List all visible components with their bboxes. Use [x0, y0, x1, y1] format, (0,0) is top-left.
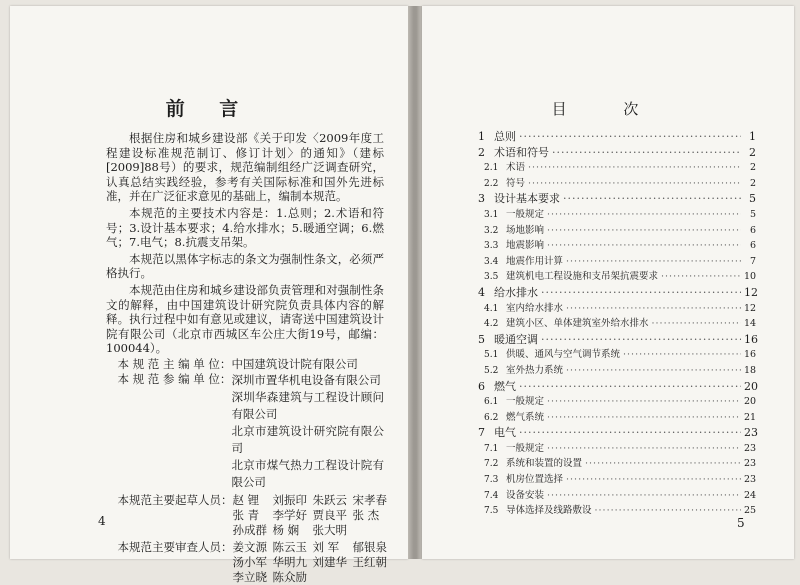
- toc-entry-number: 7: [478, 426, 485, 440]
- chief-unit-row: [106, 357, 384, 372]
- drafter-name: 赵 锂: [232, 492, 260, 507]
- toc-leader-dots: [566, 303, 741, 314]
- drafter-name: 刘振印: [272, 492, 307, 507]
- toc-entry: [478, 128, 756, 144]
- participant-units-label: 本 规 范 参 编 单 位：: [117, 371, 232, 386]
- reviewer-name: 刘建华: [312, 554, 347, 569]
- drafter-name: 张 杰: [352, 507, 380, 522]
- toc-leader-dots: [566, 365, 741, 376]
- toc-title: 目 次: [551, 100, 665, 118]
- toc-entry-number: 7.1: [484, 443, 499, 454]
- toc-leader-dots: [623, 349, 741, 360]
- toc-leader-dots: [566, 256, 741, 267]
- toc-leader-dots: [547, 240, 741, 251]
- preface-title: 前 言: [165, 98, 253, 120]
- toc-leader-dots: [528, 162, 741, 173]
- toc-entry-page: 2: [749, 145, 756, 159]
- toc-leader-dots: [547, 443, 741, 454]
- toc-entry-number: 2: [478, 145, 485, 159]
- toc-entry-title: 燃气: [494, 379, 516, 393]
- toc-entry-title: 系统和装置的设置: [506, 458, 583, 470]
- editing-units: [106, 357, 384, 491]
- toc-entry-page: 16: [744, 349, 757, 361]
- toc-leader-dots: [595, 505, 741, 516]
- toc-entry-title: 暖通空调: [494, 332, 538, 346]
- drafter-name: 朱跃云: [312, 492, 347, 507]
- toc-leader-dots: [519, 130, 741, 143]
- toc-entry-title: 地震影响: [506, 240, 545, 252]
- toc-entry-page: 20: [744, 379, 758, 393]
- toc-entry-number: 7.3: [484, 475, 499, 486]
- toc-entry-title: 燃气系统: [506, 411, 545, 423]
- toc-entry-title: 地震作用计算: [506, 255, 564, 267]
- reviewer-name: 刘 军: [312, 539, 340, 554]
- toc-entry: [478, 284, 756, 300]
- toc-entry-number: 7.2: [484, 459, 499, 470]
- participant-units-row: [106, 372, 384, 491]
- drafter-name: 贾良平: [312, 507, 347, 522]
- toc-entry: [478, 362, 756, 378]
- toc-entry-number: 2.2: [484, 178, 499, 189]
- toc-entry-page: 24: [744, 489, 757, 501]
- participant-units-list: [231, 372, 384, 491]
- toc-entry-page: 25: [744, 505, 757, 517]
- preface-paragraph: 本规范以黑体字标志的条文为强制性条文，必须严格执行。: [106, 251, 384, 281]
- reviewer-name: 李立晓: [232, 569, 267, 584]
- toc-leader-dots: [547, 412, 741, 423]
- reviewer-name: [313, 570, 353, 585]
- toc-entry: [478, 502, 756, 518]
- toc-entry-title: 符号: [506, 177, 526, 189]
- drafter-name: 孙成群: [232, 522, 267, 537]
- toc-leader-dots: [652, 318, 741, 329]
- toc-entry-number: 4.2: [484, 319, 499, 330]
- participant-unit: 深圳华森建筑与工程设计顾问有限公司: [231, 389, 384, 421]
- reviewers-list: [233, 540, 393, 585]
- toc-entry-title: 机房位置选择: [506, 474, 564, 486]
- toc-entry-title: 供暖、通风与空气调节系统: [506, 349, 621, 361]
- toc-entry-number: 6.2: [484, 412, 499, 423]
- toc-entry-title: 术语: [506, 162, 526, 174]
- toc-entry-page: 5: [749, 208, 756, 220]
- toc-leader-dots: [547, 490, 741, 501]
- toc-entry-number: 7.4: [484, 490, 499, 501]
- chief-unit: 中国建筑设计院有限公司: [231, 356, 358, 371]
- toc-entry-page: 6: [749, 240, 756, 252]
- toc-entry-page: 2: [749, 162, 756, 174]
- toc-leader-dots: [566, 474, 741, 485]
- toc-entry-number: 1: [478, 130, 485, 143]
- reviewers-label: 本规范主要审查人员：: [117, 539, 233, 554]
- toc-entry: [478, 222, 756, 238]
- toc-entry-title: 设备安装: [506, 489, 545, 501]
- preface-page: [10, 6, 408, 584]
- toc-entry-page: 12: [744, 285, 758, 299]
- toc-leader-dots: [585, 458, 741, 469]
- drafter-name: 张大明: [312, 522, 347, 537]
- toc-entry: [478, 206, 756, 222]
- toc-entry: [478, 393, 756, 409]
- drafters-label: 本规范主要起草人员：: [117, 492, 233, 507]
- toc-entry-title: 设计基本要求: [494, 192, 560, 206]
- toc-entry-number: 3.3: [484, 241, 499, 252]
- toc-entry-number: 5.1: [484, 350, 499, 361]
- reviewer-name: 华明九: [272, 554, 307, 569]
- toc-entry: [478, 144, 756, 160]
- toc-entry-page: 10: [744, 271, 757, 283]
- toc-leader-dots: [519, 426, 741, 439]
- reviewer-name: 王红朝: [352, 554, 387, 569]
- toc-entry-number: 5: [478, 332, 485, 346]
- reviewer-name: 汤小军: [232, 554, 267, 569]
- toc-entry: [478, 190, 756, 206]
- toc-entry-page: 23: [744, 442, 757, 454]
- toc-entry-number: 3.5: [484, 272, 499, 283]
- toc-entry-number: 7.5: [484, 506, 499, 517]
- toc-entry-page: 20: [744, 396, 757, 408]
- toc-entry-page: 12: [744, 302, 757, 314]
- toc-entry: [478, 159, 756, 175]
- toc-entry-title: 导体选择及线路敷设: [506, 505, 592, 517]
- drafter-name: 杨 娴: [272, 522, 300, 537]
- toc-entry-number: 3: [478, 192, 485, 206]
- toc-entry-number: 3.1: [484, 209, 499, 220]
- reviewer-name: 姜文源: [232, 539, 267, 554]
- drafter-name: 张 青: [232, 507, 260, 522]
- toc-entry-title: 建筑小区、单体建筑室外给水排水: [506, 318, 649, 330]
- drafter-name: [353, 523, 393, 538]
- page-number: 5: [737, 516, 745, 530]
- drafter-name: 宋孝春: [352, 492, 387, 507]
- toc-entry-page: 6: [749, 224, 756, 236]
- toc-entry-page: 5: [749, 192, 756, 206]
- toc-leader-dots: [547, 225, 741, 236]
- reviewer-name: 郁银泉: [352, 539, 387, 554]
- toc-leader-dots: [547, 396, 741, 407]
- toc-leader-dots: [528, 178, 741, 189]
- toc-entry-page: 23: [744, 458, 757, 470]
- toc-entry-page: 18: [744, 364, 757, 376]
- toc-entry-title: 场地影响: [506, 224, 545, 236]
- preface-body: [106, 131, 387, 585]
- toc-entry: [478, 331, 756, 347]
- toc-entry-page: 7: [749, 255, 756, 267]
- toc-entry-title: 给水排水: [494, 285, 538, 299]
- drafters-list: [233, 493, 393, 538]
- toc-leader-dots: [661, 271, 741, 282]
- toc-entry-number: 5.2: [484, 365, 499, 376]
- toc-entry: [478, 409, 756, 425]
- toc-entry: [478, 487, 756, 503]
- preface-paragraph: 本规范的主要技术内容是：1.总则；2.术语和符号；3.设计基本要求；4.给水排水；5.暖通空调；6.燃气；7.电气；8.抗震支吊架。: [106, 205, 384, 250]
- toc-entry: [478, 455, 756, 471]
- reviewers-row: [106, 539, 387, 585]
- participant-unit: 深圳市置华机电设备有限公司: [231, 372, 381, 387]
- page-number: 4: [98, 514, 106, 528]
- toc-entry-title: 总则: [494, 130, 516, 143]
- toc-entry: [478, 471, 756, 487]
- toc-entry-title: 室外热力系统: [506, 364, 564, 376]
- preface-paragraph: 根据住房和城乡建设部《关于印发〈2009年度工程建设标准规范制订、修订计划〉的通知》（建标[2009]88号）的要求，规范编制组经广泛调查研究，认真总结实践经验，参考有关国际标准和国外先进标准，并在广泛征求意见的基础上，编制本规范。: [106, 131, 384, 204]
- book-gutter: [408, 6, 422, 559]
- toc-leader-dots: [519, 380, 741, 393]
- toc-entry-number: 6.1: [484, 397, 499, 408]
- preface-paragraph: 本规范由住房和城乡建设部负责管理和对强制性条文的解释，由中国建筑设计研究院负责具体内容的解释。执行过程中如有意见或建议，请寄送中国建筑设计院有限公司（北京市西城区车公庄大街19号，邮编：100044）。: [106, 282, 384, 356]
- toc-entry-title: 建筑机电工程设施和支吊架抗震要求: [506, 271, 659, 283]
- toc-entry-number: 4.1: [484, 303, 499, 314]
- toc-entry-number: 6: [478, 379, 485, 393]
- toc-entry-page: 23: [744, 426, 758, 440]
- toc-entry-title: 室内给水排水: [506, 302, 564, 314]
- toc-entry-page: 21: [744, 411, 757, 423]
- toc-entry-number: 2.1: [484, 163, 499, 174]
- reviewer-name: 陈众励: [272, 569, 307, 584]
- reviewer-name: [353, 570, 393, 585]
- toc-entry: [478, 253, 756, 269]
- toc-leader-dots: [541, 286, 741, 299]
- toc-entry-title: 术语和符号: [494, 145, 549, 159]
- toc-leader-dots: [552, 146, 741, 159]
- toc-entry: [478, 175, 756, 191]
- toc-list: [478, 128, 756, 518]
- drafters-row: [106, 492, 387, 538]
- toc-leader-dots: [547, 209, 741, 220]
- toc-entry: [478, 300, 756, 316]
- toc-entry: [478, 237, 756, 253]
- toc-entry-page: 23: [744, 474, 757, 486]
- toc-entry-title: 一般规定: [506, 442, 545, 454]
- toc-entry-page: 2: [749, 177, 756, 189]
- toc-entry-page: 1: [749, 130, 756, 143]
- toc-entry: [478, 315, 756, 331]
- toc-entry-number: 3.2: [484, 225, 499, 236]
- participant-unit: 北京市煤气热力工程设计院有限公司: [231, 457, 384, 489]
- toc-entry-page: 14: [744, 318, 757, 330]
- toc-entry: [478, 268, 756, 284]
- toc-leader-dots: [563, 192, 741, 205]
- toc-entry: [478, 424, 756, 440]
- toc-entry-title: 电气: [494, 426, 516, 440]
- toc-entry-number: 4: [478, 285, 485, 299]
- toc-entry-title: 一般规定: [506, 208, 545, 220]
- chief-unit-label: 本 规 范 主 编 单 位：: [117, 356, 232, 371]
- toc-entry: [478, 346, 756, 362]
- reviewer-name: 陈云玉: [272, 539, 307, 554]
- toc-leader-dots: [541, 333, 741, 346]
- participant-unit: 北京市建筑设计研究院有限公司: [231, 423, 384, 455]
- toc-entry-page: 16: [744, 332, 758, 346]
- drafter-name: 李学好: [272, 507, 307, 522]
- toc-entry: [478, 440, 756, 456]
- toc-entry: [478, 378, 756, 394]
- toc-entry-title: 一般规定: [506, 396, 545, 408]
- toc-entry-number: 3.4: [484, 256, 499, 267]
